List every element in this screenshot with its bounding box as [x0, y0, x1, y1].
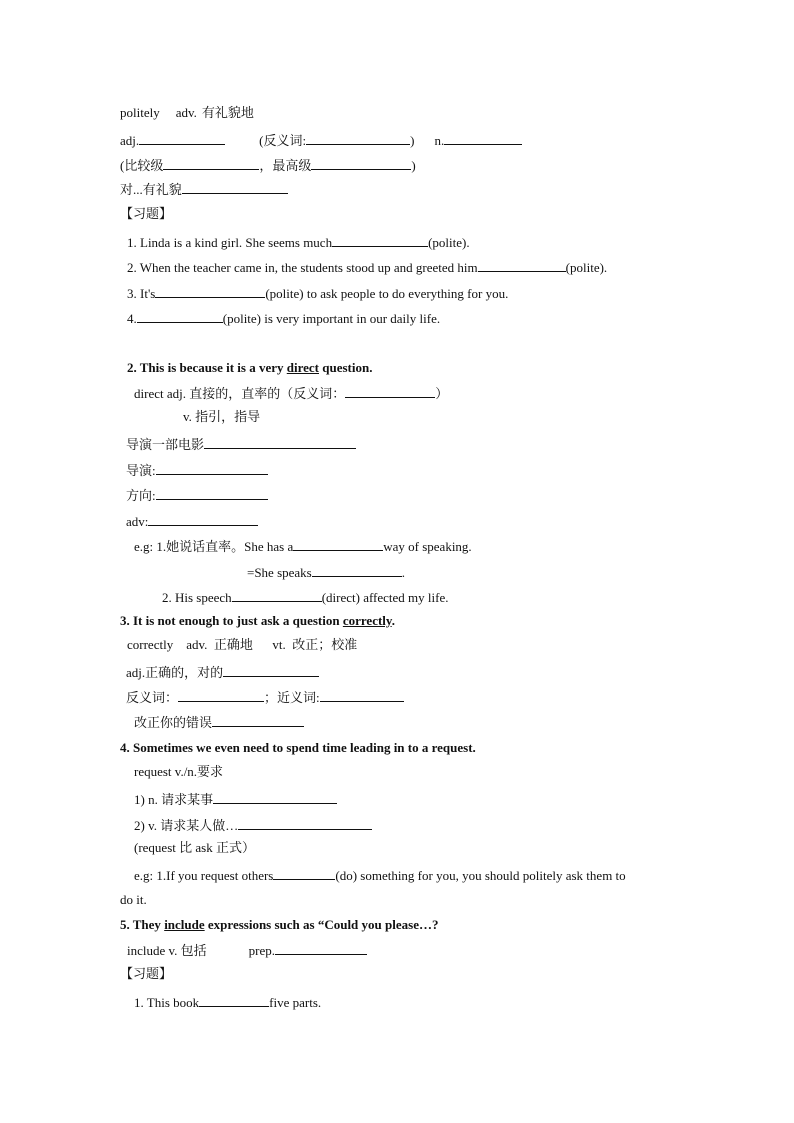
- fill-blank[interactable]: [182, 180, 288, 194]
- correct-mistakes-line: [134, 713, 304, 731]
- politely-entry: [120, 105, 254, 121]
- phrase-label: 对...有礼貌: [120, 182, 182, 197]
- example-text: 2. His speech: [162, 590, 232, 605]
- direct-example-2: [162, 588, 449, 606]
- meaning: 有礼貌地: [201, 105, 254, 120]
- example-text: (direct) affected my life.: [321, 590, 449, 605]
- definition-text: direct adj. 直接的，直率的（反义词：: [134, 386, 346, 401]
- fill-blank[interactable]: [139, 131, 225, 145]
- question-text: five parts.: [269, 995, 322, 1010]
- include-definition: [127, 941, 367, 959]
- fill-blank[interactable]: [238, 816, 372, 830]
- key-word: include: [164, 917, 205, 932]
- paren-close: ）: [435, 386, 449, 401]
- noun-label: n.: [434, 133, 445, 148]
- heading-text: expressions such as “Could you please…?: [204, 917, 439, 932]
- polite-to-line: [120, 180, 288, 198]
- antonym-label: (反义词:: [259, 133, 307, 148]
- fill-blank[interactable]: [320, 688, 404, 702]
- fill-blank[interactable]: [345, 384, 435, 398]
- heading-text: question.: [319, 360, 373, 375]
- question-text: 1. This book: [134, 995, 200, 1010]
- key-word: correctly: [342, 613, 392, 628]
- fill-blank[interactable]: [232, 588, 322, 602]
- include-exercise-1: [134, 993, 321, 1011]
- exercise-item-4: [127, 309, 440, 327]
- phrase-label: 导演一部电影: [126, 437, 205, 452]
- director-line: [126, 461, 268, 479]
- example-text: .: [401, 565, 405, 580]
- section-heading-direct: [127, 360, 372, 376]
- direct-definition: [134, 384, 448, 402]
- direction-line: [126, 486, 268, 504]
- fill-blank[interactable]: [223, 663, 319, 677]
- phrase-label: 2) v. 请求某人做…: [134, 818, 239, 833]
- synonym-label: ；近义词:: [264, 690, 320, 705]
- fill-blank[interactable]: [312, 563, 402, 577]
- fill-blank[interactable]: [199, 993, 269, 1007]
- question-text: 2. When the teacher came in, the students stood up and greeted him: [127, 260, 478, 275]
- request-note: (request 比 ask 正式）: [134, 840, 255, 855]
- correctly-definition: correctly adv. 正确地 vt. 改正；校准: [127, 637, 358, 652]
- fill-blank[interactable]: [213, 790, 337, 804]
- example-text: =She speaks: [247, 565, 312, 580]
- phrase-label: 1) n. 请求某事: [134, 792, 214, 807]
- heading-text: 5. They: [120, 917, 165, 932]
- adj-label: adj.: [120, 133, 140, 148]
- exercise-title: 【习题】: [120, 966, 173, 981]
- hint-text: (polite).: [428, 235, 470, 250]
- definition-text: include v. 包括: [127, 943, 207, 958]
- fill-blank[interactable]: [273, 866, 335, 880]
- fill-blank[interactable]: [212, 713, 304, 727]
- example-text: e.g: 1.If you request others: [134, 868, 274, 883]
- fill-blank[interactable]: [306, 131, 410, 145]
- fill-blank[interactable]: [332, 233, 428, 247]
- heading-text: 2. This is because it is a very: [127, 360, 287, 375]
- direct-example-1b: [247, 563, 405, 581]
- hint-text: (polite) is very important in our daily life.: [222, 311, 441, 326]
- fill-blank[interactable]: [156, 486, 268, 500]
- correct-adj-line: [126, 663, 319, 681]
- example-text: (do) something for you, you should politely ask them to: [335, 868, 626, 883]
- fill-blank[interactable]: [444, 131, 522, 145]
- exercise-item-3: [127, 284, 508, 302]
- direct-example-1: [134, 537, 472, 555]
- request-example: [134, 866, 626, 884]
- question-text: 1. Linda is a kind girl. She seems much: [127, 235, 333, 250]
- pos: adv.: [175, 105, 197, 120]
- prep-label: prep.: [248, 943, 276, 958]
- example-text: way of speaking.: [383, 539, 472, 554]
- heading-text: .: [391, 613, 395, 628]
- fill-blank[interactable]: [478, 258, 566, 272]
- fill-blank[interactable]: [178, 688, 264, 702]
- request-verb-line: [134, 816, 372, 834]
- section-heading-correctly: [120, 613, 395, 629]
- correct-synonym-line: [126, 688, 404, 706]
- hint-text: (polite) to ask people to do everything for you.: [265, 286, 509, 301]
- example-text: e.g: 1.她说话直率。She has a: [134, 539, 294, 554]
- word: politely: [120, 105, 160, 120]
- section-heading-request: 4. Sometimes we even need to spend time leading in to a request.: [120, 740, 476, 755]
- request-noun-line: [134, 790, 337, 808]
- paren-close: ): [411, 158, 416, 173]
- fill-blank[interactable]: [204, 435, 356, 449]
- request-example-cont: do it.: [120, 892, 147, 907]
- phrase-label: 导演:: [126, 463, 156, 478]
- fill-blank[interactable]: [156, 461, 268, 475]
- direct-film-line: [126, 435, 356, 453]
- key-word: direct: [286, 360, 319, 375]
- phrase-label: 改正你的错误: [134, 715, 213, 730]
- exercise-title: 【习题】: [120, 206, 173, 221]
- section-heading-include: [120, 917, 438, 933]
- fill-blank[interactable]: [148, 512, 258, 526]
- hint-text: (polite).: [565, 260, 608, 275]
- heading-text: 3. It is not enough to just ask a question: [120, 613, 343, 628]
- adverb-line: [126, 512, 258, 530]
- politely-forms-line: [120, 131, 522, 149]
- fill-blank[interactable]: [155, 284, 265, 298]
- phrase-label: adj.正确的，对的: [126, 665, 224, 680]
- superlative-label: ，最高级: [259, 158, 312, 173]
- paren-close: ): [410, 133, 415, 148]
- antonym-label: 反义词：: [126, 690, 179, 705]
- fill-blank[interactable]: [163, 156, 259, 170]
- question-text: 4.: [127, 311, 137, 326]
- fill-blank[interactable]: [311, 156, 411, 170]
- phrase-label: adv:: [126, 514, 149, 529]
- fill-blank[interactable]: [275, 941, 367, 955]
- exercise-item-1: [127, 233, 470, 251]
- exercise-item-2: [127, 258, 607, 276]
- comparative-label: (比较级: [120, 158, 164, 173]
- direct-verb-definition: v. 指引，指导: [183, 409, 261, 424]
- fill-blank[interactable]: [137, 309, 223, 323]
- question-text: 3. It's: [127, 286, 156, 301]
- request-definition: request v./n.要求: [134, 764, 224, 779]
- fill-blank[interactable]: [293, 537, 383, 551]
- comparison-line: [120, 156, 416, 174]
- phrase-label: 方向:: [126, 488, 156, 503]
